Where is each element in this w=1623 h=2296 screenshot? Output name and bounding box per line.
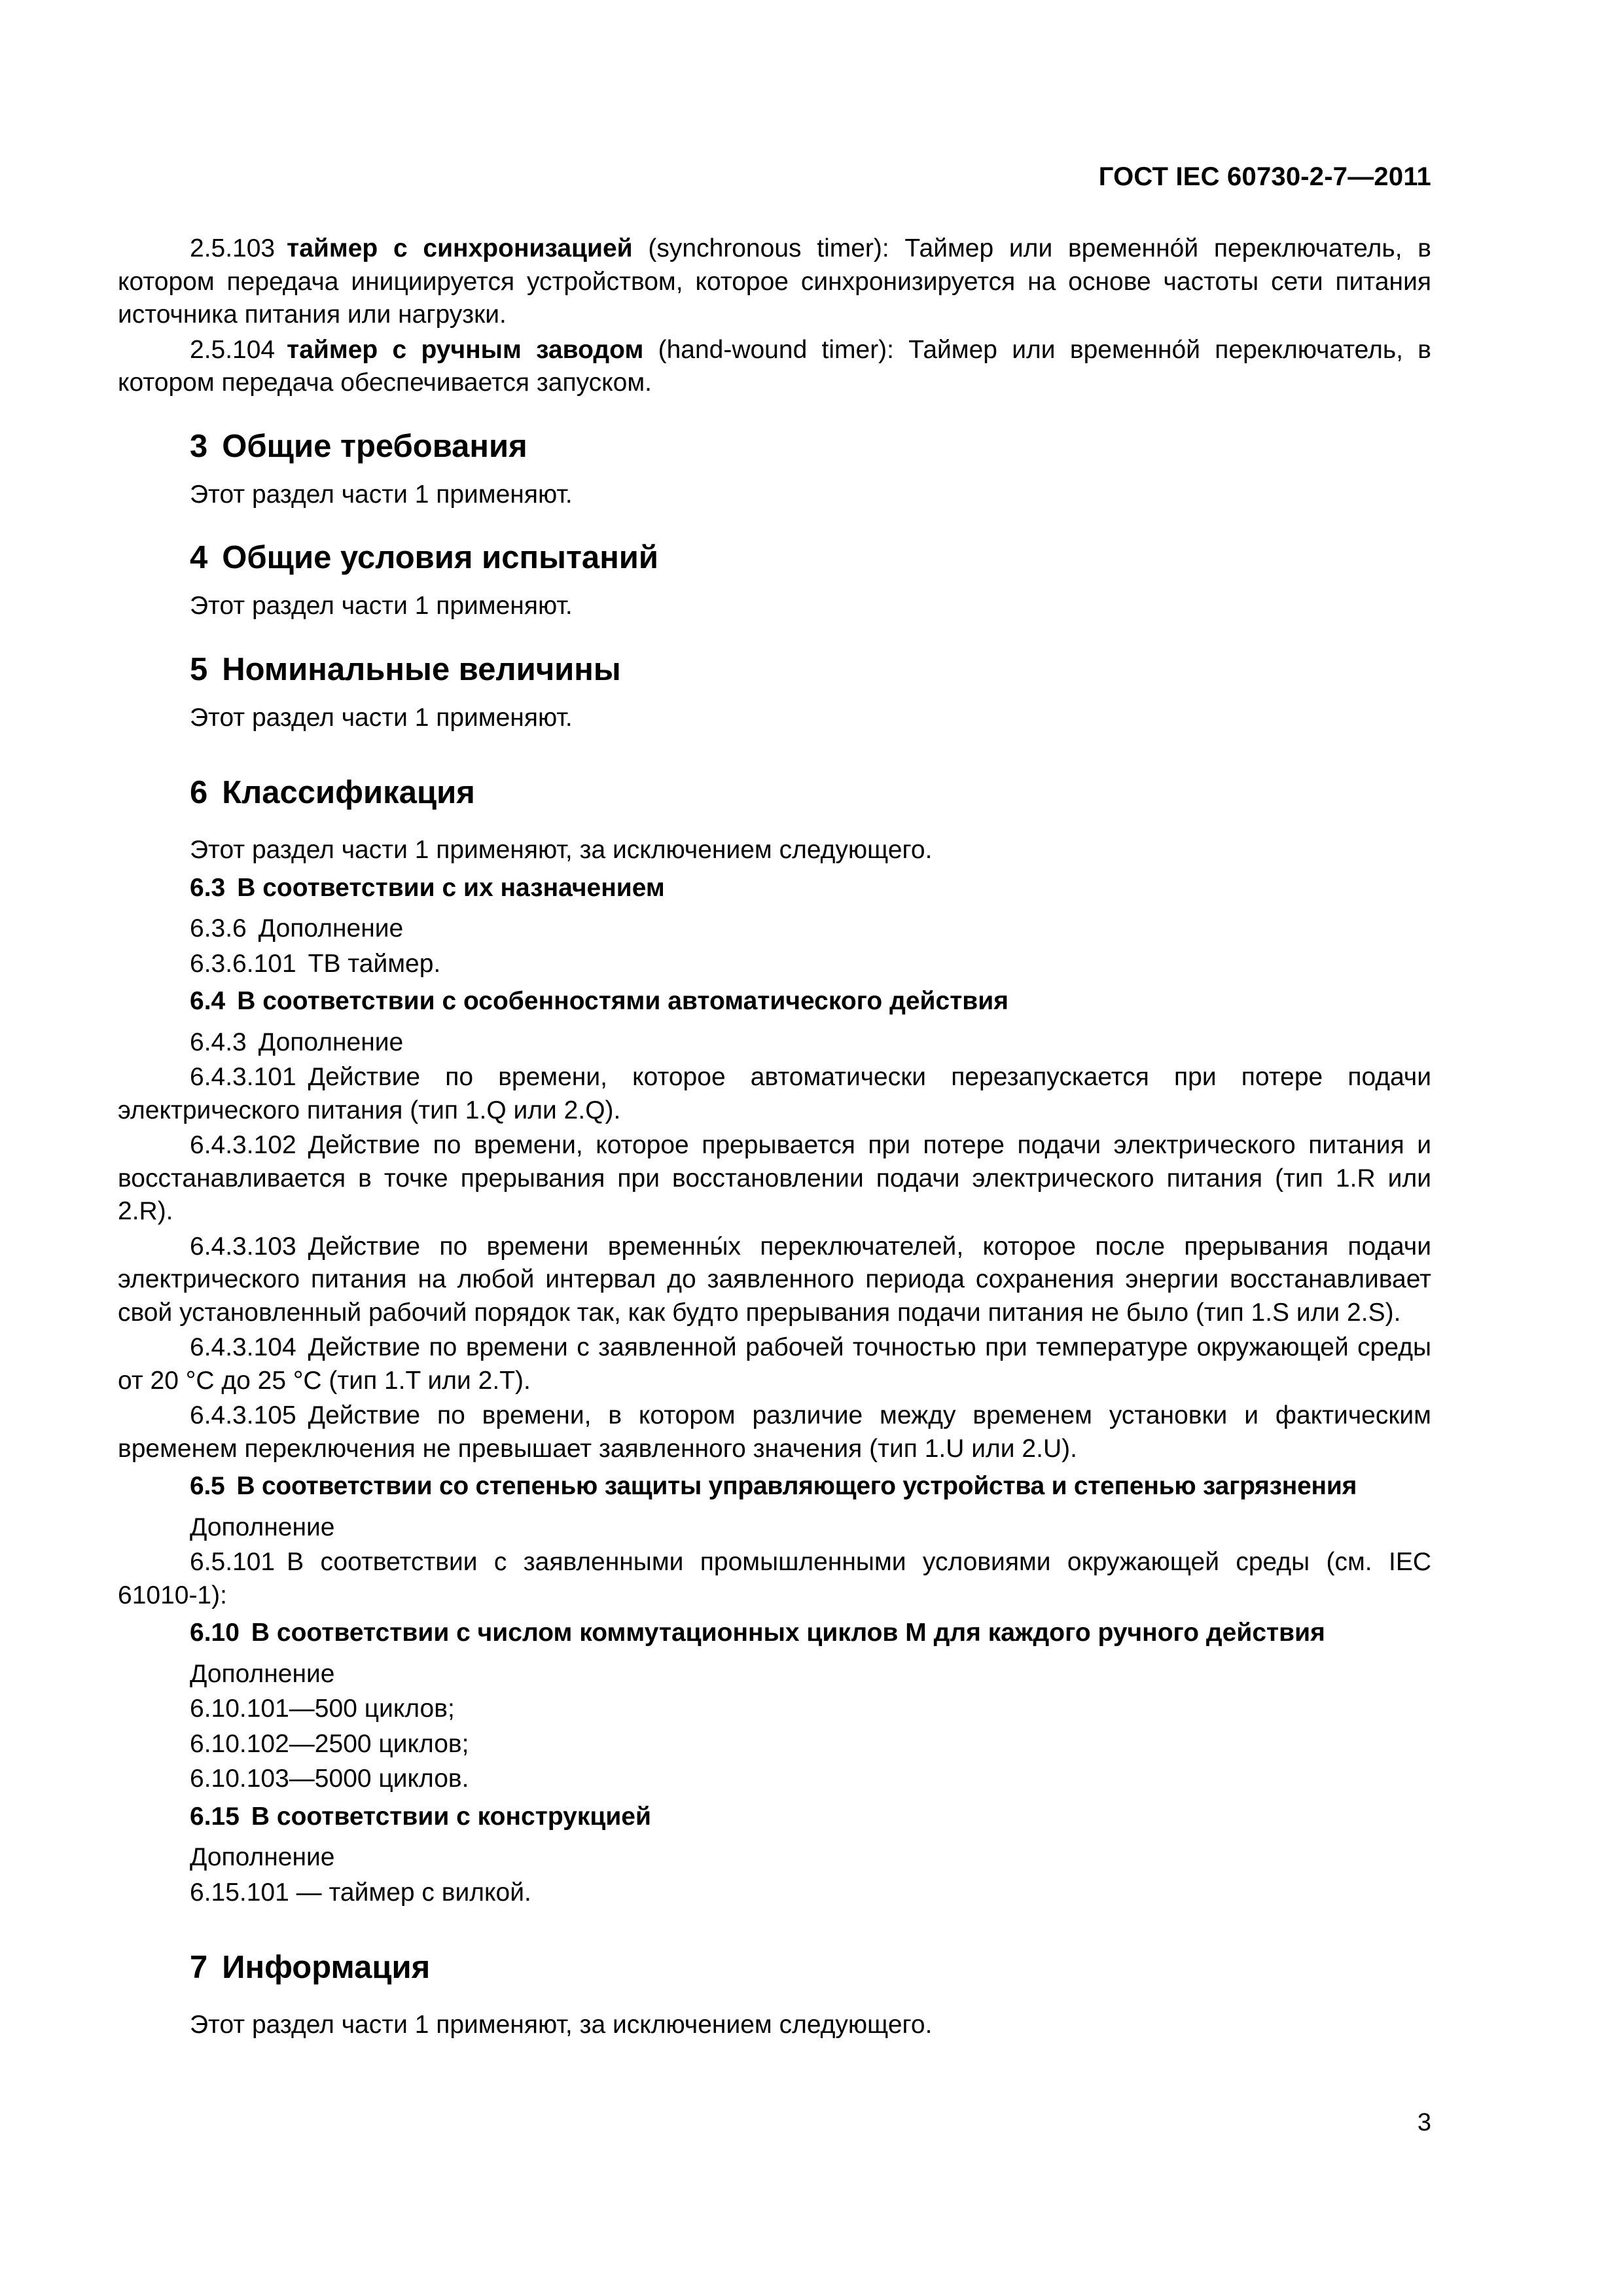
section-number: 5 bbox=[190, 651, 208, 687]
clause-6-4-3-102 bbox=[118, 1129, 1431, 1229]
subsection-number: 6.4 bbox=[190, 987, 226, 1015]
clause-text: Действие по времени, которое автоматически перезапускается при потере подачи электрического питания (тип 1.Q или 2.Q). bbox=[118, 1063, 1431, 1124]
section-number: 3 bbox=[190, 428, 208, 464]
section-title: Общие условия испытаний bbox=[222, 540, 659, 575]
subsection-number: 6.10 bbox=[190, 1619, 240, 1647]
clause-number: 6.3.6.101 bbox=[190, 949, 296, 978]
addition-6-5: Дополнение bbox=[190, 1513, 335, 1541]
clause-6-4-3 bbox=[118, 1026, 1431, 1060]
definition-2-5-103 bbox=[118, 232, 1431, 332]
section-number: 4 bbox=[190, 540, 208, 575]
clause-6-4-3-103 bbox=[118, 1230, 1431, 1330]
section-title: Информация bbox=[222, 1950, 431, 1985]
clause-number: 6.3.6 bbox=[190, 914, 247, 942]
subsection-title: В соответствии с их назначением bbox=[237, 873, 665, 902]
clause-number: 6.4.3.102 bbox=[190, 1131, 296, 1159]
definition-number: 2.5.103 bbox=[190, 234, 276, 262]
section-3-heading bbox=[118, 425, 1431, 468]
subsection-number: 6.5 bbox=[190, 1472, 225, 1500]
clause-6-3-6 bbox=[118, 912, 1431, 946]
subsection-6-4-heading bbox=[118, 985, 1431, 1018]
clause-6-15-101: 6.15.101 — таймер с вилкой. bbox=[190, 1878, 531, 1907]
definition-2-5-104 bbox=[118, 334, 1431, 400]
section-4-text: Этот раздел части 1 применяют. bbox=[190, 592, 573, 620]
section-4-heading bbox=[118, 536, 1431, 579]
section-6-text: Этот раздел части 1 применяют, за исключением следующего. bbox=[190, 836, 933, 864]
clause-number: 6.4.3.105 bbox=[190, 1401, 296, 1429]
section-6-heading bbox=[118, 771, 1431, 814]
clause-6-4-3-104 bbox=[118, 1331, 1431, 1397]
subsection-title: В соответствии с особенностями автоматического действия bbox=[237, 987, 1008, 1015]
clause-text: Дополнение bbox=[258, 1028, 404, 1056]
section-title: Номинальные величины bbox=[222, 651, 621, 687]
clause-text: ТВ таймер. bbox=[308, 949, 441, 978]
clause-6-5-101 bbox=[118, 1546, 1431, 1612]
clause-6-10-101: 6.10.101—500 циклов; bbox=[190, 1695, 455, 1723]
definition-term: таймер с ручным заводом bbox=[287, 335, 644, 364]
clause-6-10-102: 6.10.102—2500 циклов; bbox=[190, 1729, 469, 1758]
subsection-number: 6.15 bbox=[190, 1802, 240, 1831]
clause-number: 6.4.3.103 bbox=[190, 1232, 296, 1261]
section-7-heading bbox=[118, 1946, 1431, 1989]
clause-6-10-103: 6.10.103—5000 циклов. bbox=[190, 1765, 469, 1793]
clause-number: 6.4.3.101 bbox=[190, 1063, 296, 1091]
subsection-title: В соответствии со степенью защиты управляющего устройства и степенью загрязнения bbox=[236, 1472, 1357, 1500]
section-3-text: Этот раздел части 1 применяют. bbox=[190, 480, 573, 509]
definition-term: таймер с синхронизацией bbox=[287, 234, 633, 262]
definition-text: (synchronous timer): Таймер или временно́й переключатель, в котором передача инициируется устройством, которое синхронизируется на основе частоты сети питания источника питания или нагрузки. bbox=[118, 234, 1431, 329]
section-number: 7 bbox=[190, 1950, 208, 1985]
clause-6-3-6-101 bbox=[118, 948, 1431, 981]
section-5-heading bbox=[118, 648, 1431, 691]
clause-6-4-3-101 bbox=[118, 1061, 1431, 1127]
subsection-6-3-heading bbox=[118, 872, 1431, 905]
document-body bbox=[118, 232, 1431, 2042]
definition-text: (hand-wound timer): Таймер или временно́й переключатель, в котором передача обеспечивается запуском. bbox=[118, 335, 1431, 397]
clause-text: Действие по времени временны́х переключателей, которое после прерывания подачи электрического питания на любой интервал до заявленного периода сохранения энергии восстанавливает свой установленный рабочий порядок так, как будто прерывания подачи питания не было (тип 1.S или 2.S). bbox=[118, 1232, 1431, 1327]
subsection-6-15-heading bbox=[118, 1801, 1431, 1834]
clause-text: Действие по времени, которое прерывается при потере подачи электрического питания и восстанавливается в точке прерывания при восстановлении подачи электрического питания (тип 1.R или 2.R). bbox=[118, 1131, 1431, 1225]
subsection-title: В соответствии с конструкцией bbox=[251, 1802, 651, 1831]
section-7-text: Этот раздел части 1 применяют, за исключением следующего. bbox=[190, 2011, 933, 2039]
clause-6-4-3-105 bbox=[118, 1399, 1431, 1465]
clause-number: 6.4.3 bbox=[190, 1028, 247, 1056]
subsection-number: 6.3 bbox=[190, 873, 226, 902]
section-5-text: Этот раздел части 1 применяют. bbox=[190, 703, 573, 732]
definition-number: 2.5.104 bbox=[190, 335, 276, 364]
clause-text: Действие по времени с заявленной рабочей точностью при температуре окружающей среды от 20 °C до 25 °C (тип 1.T или 2.T). bbox=[118, 1333, 1431, 1395]
clause-text: В соответствии с заявленными промышленными условиями окружающей среды (см. IEC 61010-1): bbox=[118, 1548, 1431, 1609]
standard-code: ГОСТ IEC 60730-2-7—2011 bbox=[1098, 162, 1431, 191]
subsection-6-10-heading bbox=[118, 1617, 1431, 1650]
section-title: Общие требования bbox=[222, 428, 527, 464]
section-number: 6 bbox=[190, 775, 208, 810]
clause-text: Дополнение bbox=[258, 914, 404, 942]
page-number: 3 bbox=[1417, 2109, 1431, 2136]
clause-number: 6.5.101 bbox=[190, 1548, 276, 1576]
clause-text: Действие по времени, в котором различие между временем установки и фактическим временем переключения не превышает заявленного значения (тип 1.U или 2.U). bbox=[118, 1401, 1431, 1463]
addition-6-15: Дополнение bbox=[190, 1843, 335, 1871]
addition-6-10: Дополнение bbox=[190, 1659, 335, 1688]
clause-number: 6.4.3.104 bbox=[190, 1333, 296, 1361]
subsection-6-5-heading bbox=[118, 1470, 1431, 1503]
subsection-title: В соответствии с числом коммутационных циклов М для каждого ручного действия bbox=[251, 1619, 1325, 1647]
section-title: Классификация bbox=[222, 775, 475, 810]
